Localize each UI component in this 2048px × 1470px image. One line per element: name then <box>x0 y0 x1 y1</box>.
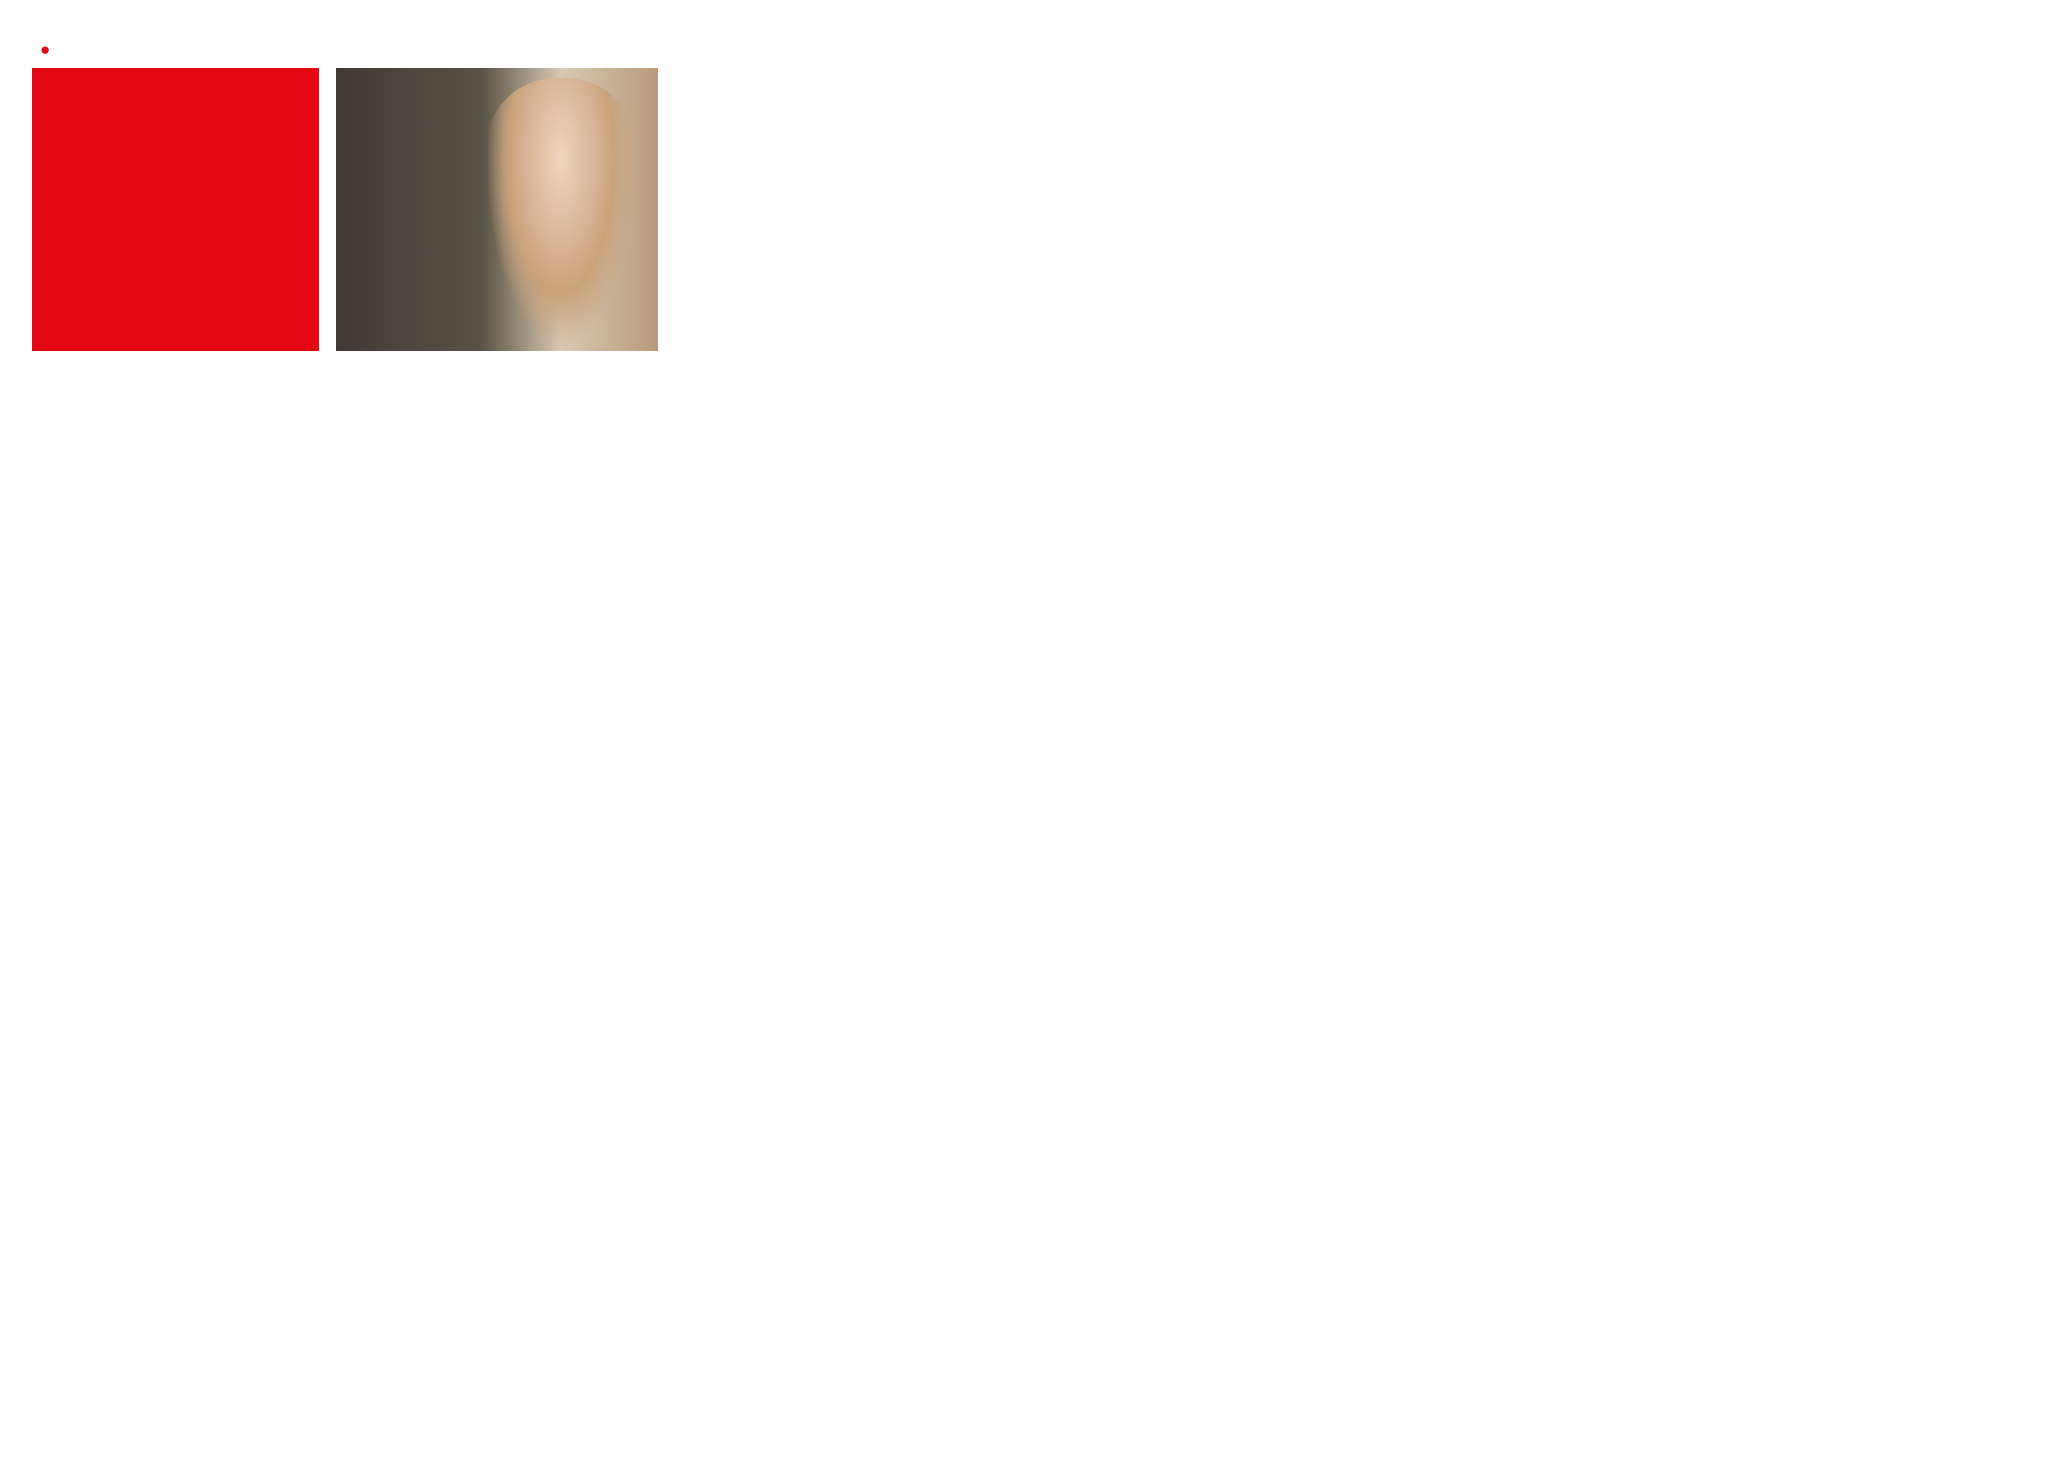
girl-photo <box>486 78 636 348</box>
masthead-logo[interactable] <box>32 68 319 351</box>
top-bar: ● <box>40 40 51 59</box>
teaser-school[interactable] <box>336 68 658 351</box>
front-page <box>0 0 1000 1470</box>
